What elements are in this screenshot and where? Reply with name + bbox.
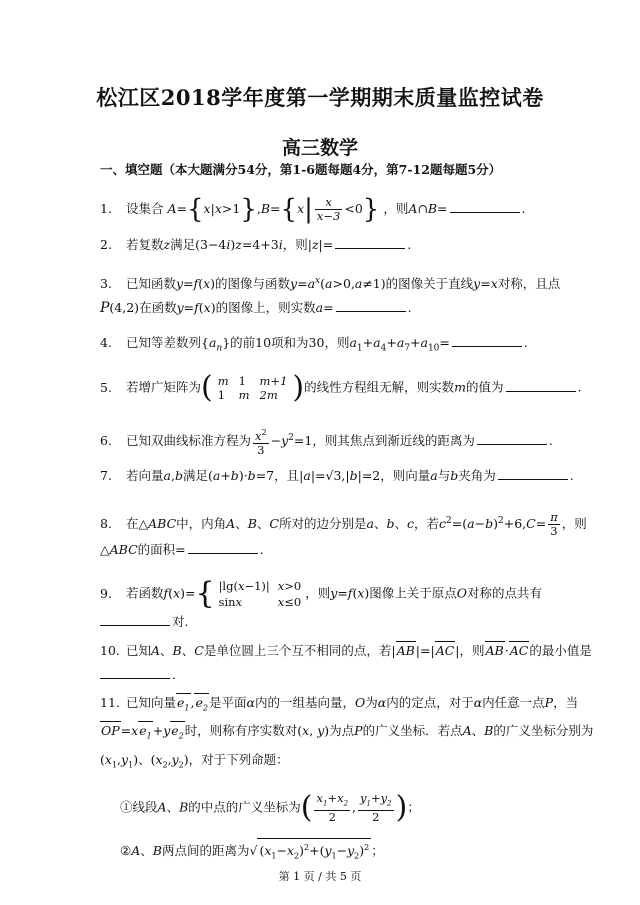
question-11: 11. 已知向量$e_1,e_2$是平面α内的一组基向量，O为α内的定点，对于α内任意一点P，当 — [100, 693, 578, 718]
question-10: 10. 已知A、B、C是单位圆上三个互不相同的点，若|AB|=|AC|，则AB·AC的最小值是 — [100, 643, 592, 658]
answer-blank[interactable] — [100, 613, 170, 626]
question-number: 3. — [100, 276, 112, 292]
question-number: 7. — [100, 468, 112, 483]
question-4: 4. 已知等差数列$\{a_n\}$的前10项和为30，则$a_1+a_4+a_7+a_{10}=$ . — [100, 335, 528, 354]
question-number: 9. — [100, 585, 112, 601]
answer-blank[interactable] — [452, 334, 522, 347]
page-footer: 第 1 页 / 共 5 页 — [278, 870, 362, 883]
answer-blank[interactable] — [336, 299, 406, 312]
question-number: 1. — [100, 201, 112, 216]
answer-blank[interactable] — [498, 467, 568, 480]
question-number: 6. — [100, 432, 112, 448]
question-9-line-2: 对. — [100, 613, 188, 631]
formula: A — [167, 201, 177, 216]
question-5: 5. 若增广矩阵为( m 1 m+1 1 m 2m )的线性方程组无解，则实数m的值为 . — [100, 370, 582, 405]
question-number: 2. — [100, 237, 112, 252]
proposition-1: ①线段A、B的中点的广义坐标为( $\frac{x_1+x_2}{2}$ , $\frac{y_1+y_2}{2}$ )； — [120, 790, 420, 826]
question-8-line-2: △ABC的面积= . — [100, 542, 264, 557]
question-3-line-2: P(4,2)在函数y=f(x)的图像上，则实数a= . — [100, 300, 412, 316]
subject-title: 高三数学 — [281, 137, 358, 159]
question-8: 8. 在△ABC中，内角A、B、C所对的边分别是a、b、c，若$c^2=(a-b)^2+6,C=$ $\frac{\pi}{3}$ ，则 — [100, 510, 587, 538]
question-9: 9. 若函数f(x)={ |lg(x−1)| x>0 sinx x≤0，则y=f(x)图像上关于原点O对称的点共有 — [100, 576, 543, 611]
proposition-2: ②A、B两点间的距离为√ $(x_1-x_2)^2+(y_1-y_2)^2$ ； — [120, 838, 384, 866]
answer-blank[interactable] — [450, 200, 520, 213]
question-number: 5. — [100, 379, 112, 395]
question-number: 8. — [100, 516, 112, 531]
question-7: 7. 若向量a,b满足(a+b)·b=7，且|a|=√3,|b|=2，则向量a与b夹角为 . — [100, 468, 574, 483]
question-3: 3. 已知函数y=f(x)的图像与函数$y=a^x(a>0,a\ne 1)$的图像关于直线y=x对称，且点 — [100, 276, 561, 292]
question-number: 4. — [100, 335, 112, 350]
question-6: 6. 已知双曲线标准方程为 $\frac{x^2}{3}$ $-y^2=1$，则其焦点到渐近线的距离为 . — [100, 428, 553, 457]
augmented-matrix: m 1 m+1 1 m 2m — [217, 374, 288, 402]
question-number: 10. — [100, 643, 120, 658]
exam-title: 松江区2018学年度第一学期期末质量监控试卷 — [96, 85, 544, 110]
answer-blank[interactable] — [335, 236, 405, 249]
answer-blank[interactable] — [188, 541, 258, 554]
answer-blank[interactable] — [100, 666, 170, 679]
answer-blank[interactable] — [477, 432, 547, 445]
question-number: 11. — [100, 695, 120, 710]
piecewise-function: |lg(x−1)| x>0 sinx x≤0 — [218, 579, 302, 609]
question-11-line-3: $(x_1,y_1)$、$(x_2,y_2)$，对于下列命题： — [100, 752, 289, 770]
question-1: 1. 设集合 A={x|x>1},B={x| $\frac{x}{x-3}$ <0} ，则A∩B= . — [100, 194, 526, 225]
answer-blank[interactable] — [506, 379, 576, 392]
question-11-line-2: $OP=xe_1+ye_2$时，则称有序实数对(x, y)为点P的广义坐标．若点A、B的广义坐标分别为 — [100, 721, 593, 746]
question-2: 2. 若复数z满足(3−4i)z=4+3i，则|z|= . — [100, 237, 412, 252]
section-heading: 一、填空题（本大题满分54分，第1-6题每题4分，第7-12题每题5分） — [100, 162, 502, 177]
question-10-line-2: . — [100, 666, 176, 684]
